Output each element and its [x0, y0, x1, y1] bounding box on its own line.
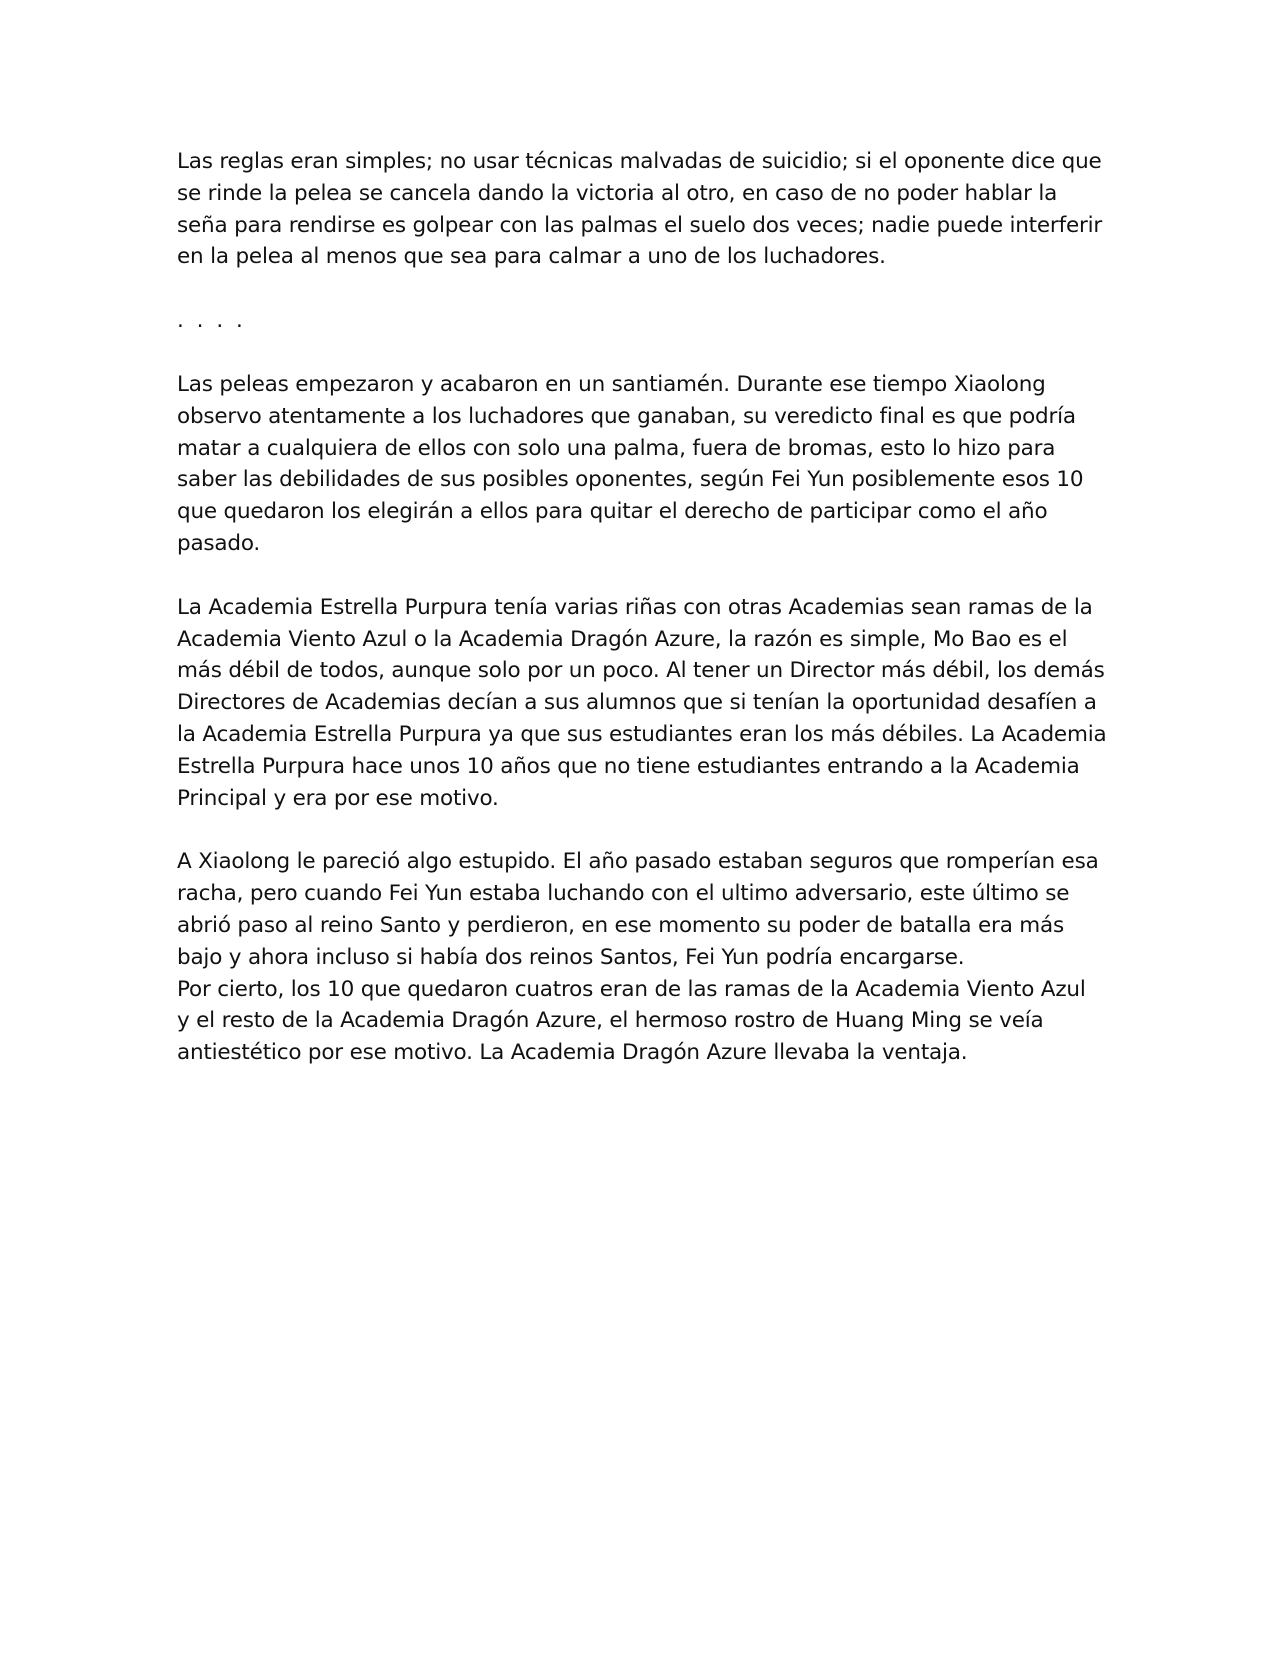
- paragraph-result: Por cierto, los 10 que quedaron cuatros eran de las ramas de la Academia Viento Azul y el resto de la Academia Dragón Azure, el hermoso rostro de Huang Ming se veía antiestético por ese motivo. La Academia Dragón Azure llevaba la ventaja.: [177, 976, 1086, 1066]
- paragraph-academia: La Academia Estrella Purpura tenía varias riñas con otras Academias sean ramas de la Academia Viento Azul o la Academia Dragón Azure, la razón es simple, Mo Bao es el más débil de todos, aunque solo por un poco. Al tener un Director más débil, los demás Directores de Academias decían a sus alumnos que si tenían la oportunidad desafíen a la Academia Estrella Purpura ya que sus estudiantes eran los más débiles. La Academia Estrella Purpura hace unos 10 años que no tiene estudiantes entrando a la Academia Principal y era por ese motivo.: [177, 594, 1107, 811]
- scene-separator: . . . .: [177, 308, 246, 334]
- paragraph-xiaolong: A Xiaolong le pareció algo estupido. El año pasado estaban seguros que romperían esa racha, pero cuando Fei Yun estaba luchando con el ultimo adversario, este último se abrió paso al reino Santo y perdieron, en ese momento su poder de batalla era más bajo y ahora incluso si había dos reinos Santos, Fei Yun podría encargarse.: [177, 849, 1099, 970]
- paragraph-rules: Las reglas eran simples; no usar técnicas malvadas de suicidio; si el oponente dice que se rinde la pelea se cancela dando la victoria al otro, en caso de no poder hablar la seña para rendirse es golpear con las palmas el suelo dos veces; nadie puede interferir en la pelea al menos que sea para calmar a uno de los luchadores.: [177, 149, 1103, 270]
- document-body: [177, 146, 1107, 1101]
- paragraph-fights: Las peleas empezaron y acabaron en un santiamén. Durante ese tiempo Xiaolong observo atentamente a los luchadores que ganaban, su veredicto final es que podría matar a cualquiera de ellos con solo una palma, fuera de bromas, esto lo hizo para saber las debilidades de sus posibles oponentes, según Fei Yun posiblemente esos 10 que quedaron los elegirán a ellos para quitar el derecho de participar como el año pasado.: [177, 371, 1084, 556]
